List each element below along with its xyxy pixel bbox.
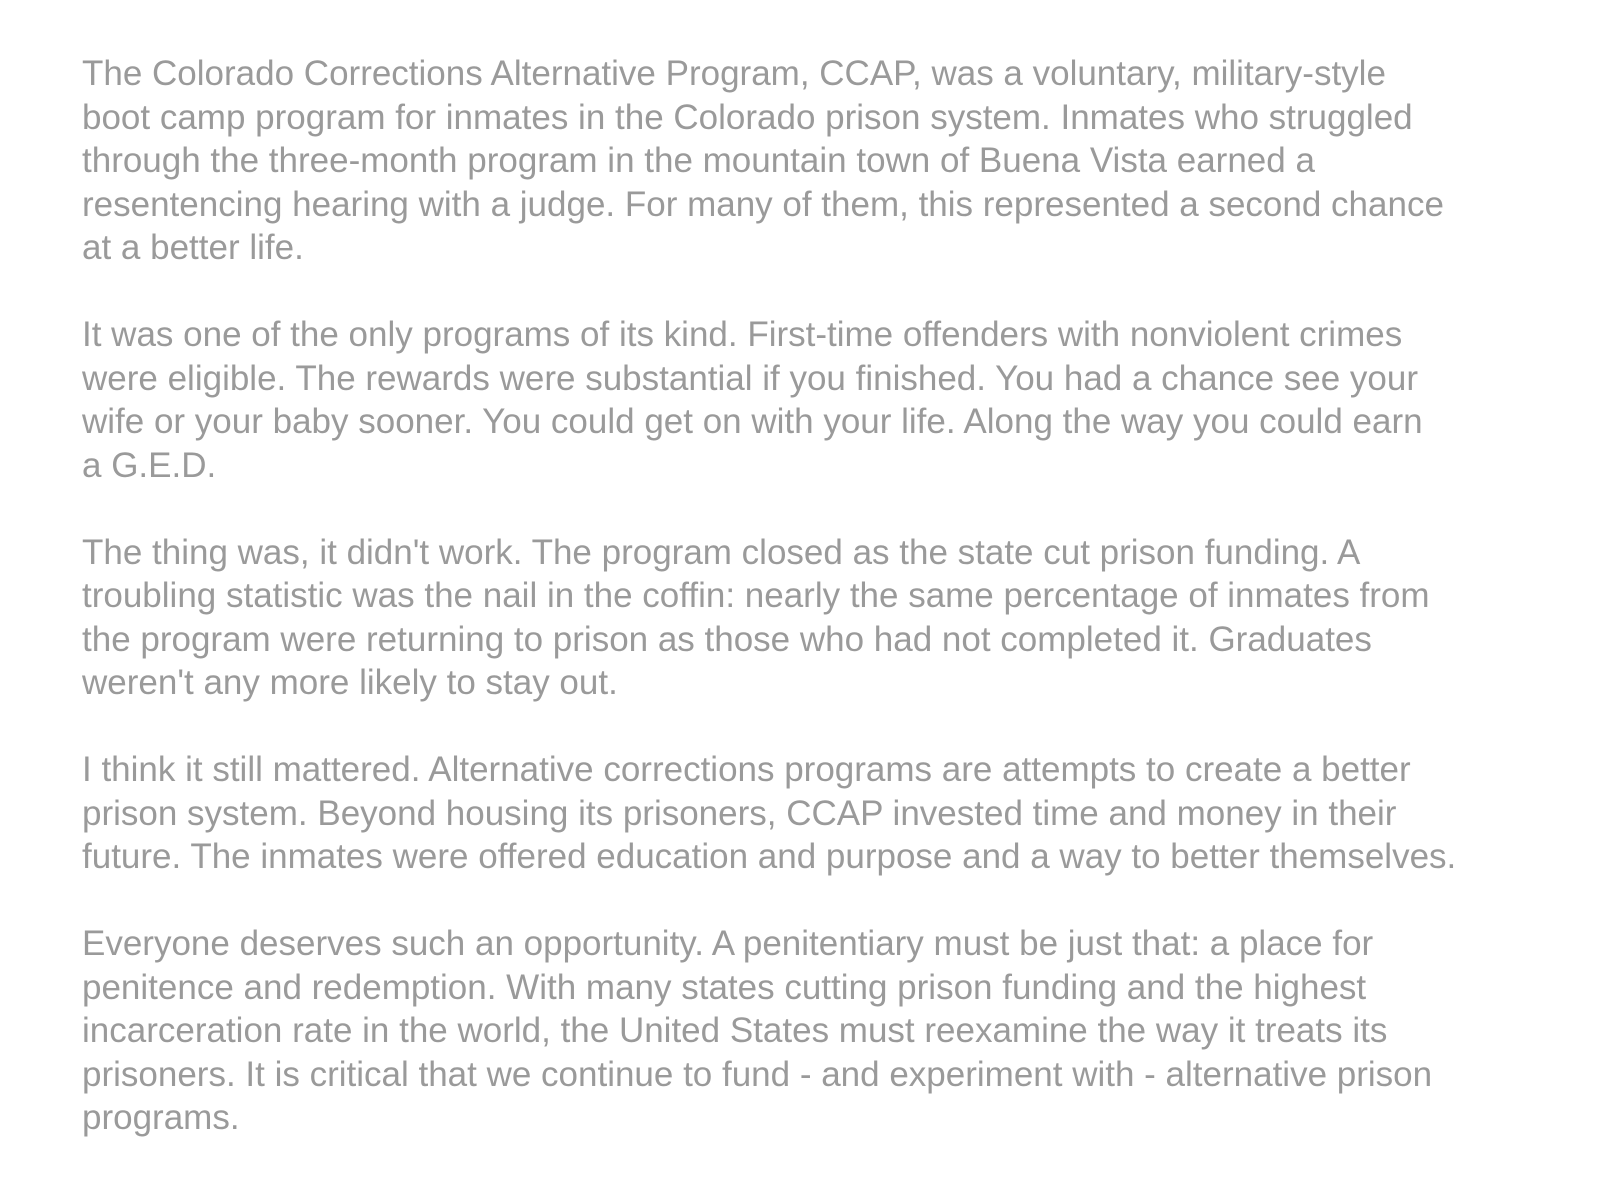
paragraph-why-it-mattered: I think it still mattered. Alternative corrections programs are attempts to create a better prison system. Beyond housing its prisoners, CCAP invested time and money in their future. The inmates were offered education and purpose and a way to better themselves. [82, 750, 1457, 876]
paragraph-program-outcome: The thing was, it didn't work. The program closed as the state cut prison funding. A troubling statistic was the nail in the coffin: nearly the same percentage of inmates from the program were returning to prison as those who had not completed it. Graduates weren't any more likely to stay out. [82, 532, 1430, 702]
paragraph-ccap-intro: The Colorado Corrections Alternative Program, CCAP, was a voluntary, military-style boot camp program for inmates in the Colorado prison system. Inmates who struggled through the three-month program in the mountain town of Buena Vista earned a resentencing hearing with a judge. For many of them, this represented a second chance at a better life. [82, 54, 1444, 267]
document-body [82, 52, 1522, 1140]
paragraph-conclusion: Everyone deserves such an opportunity. A penitentiary must be just that: a place for penitence and redemption. With many states cutting prison funding and the highest incarceration rate in the world, the United States must reexamine the way it treats its prisoners. It is critical that we continue to fund - and experiment with - alternative prison programs. [82, 924, 1433, 1137]
paragraph-program-eligibility: It was one of the only programs of its kind. First-time offenders with nonviolent crimes were eligible. The rewards were substantial if you finished. You had a chance see your wife or your baby sooner. You could get on with your life. Along the way you could earn a G.E.D. [82, 315, 1423, 485]
